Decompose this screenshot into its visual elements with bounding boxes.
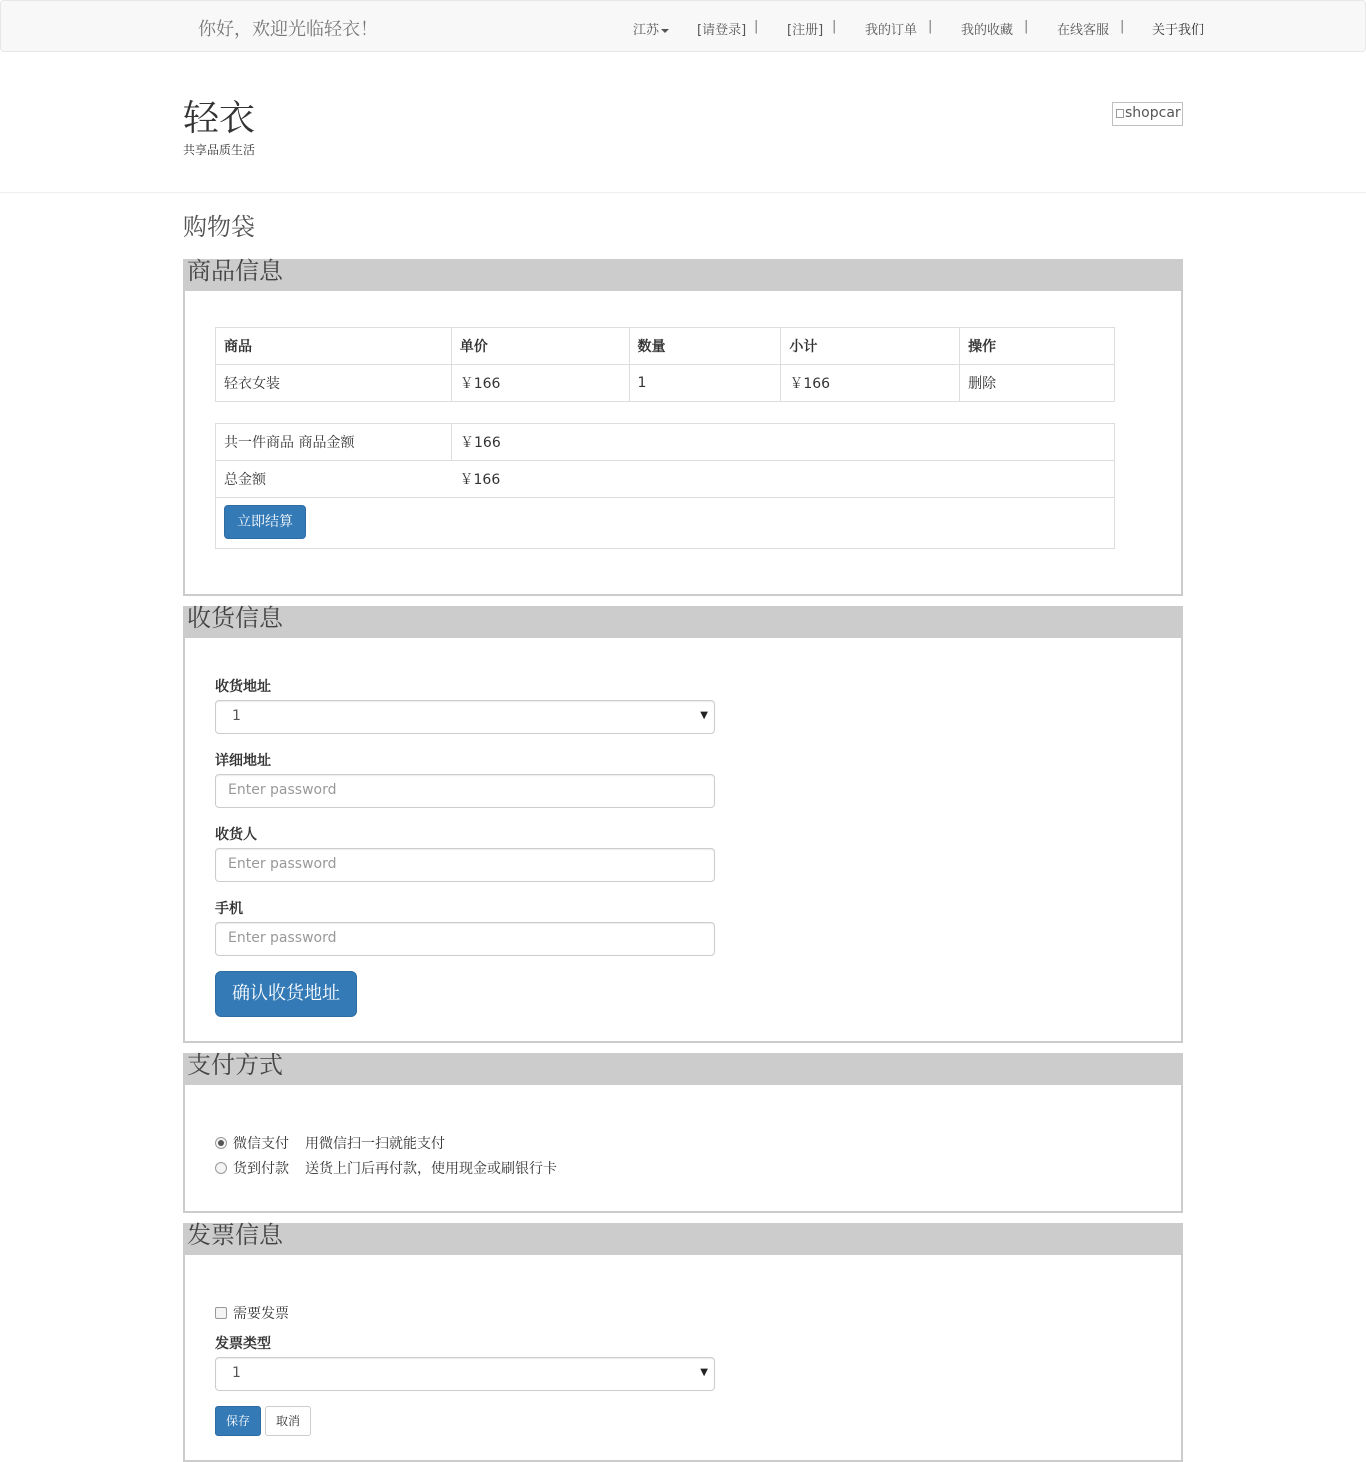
detail-address-input[interactable]: Enter password	[215, 774, 715, 808]
payment-option-label: 微信支付	[233, 1136, 289, 1152]
delete-action[interactable]: 删除	[960, 365, 1115, 402]
radio-unselected-icon[interactable]	[215, 1162, 227, 1174]
checkbox-icon[interactable]	[215, 1307, 227, 1319]
goods-panel-title: 商品信息	[185, 259, 1181, 291]
table-row	[216, 365, 1115, 402]
page-title: 购物袋	[183, 213, 255, 241]
column-header: 操作	[960, 328, 1115, 365]
nav-separator: |	[1120, 19, 1125, 34]
receiver-label: 收货人	[215, 827, 257, 843]
column-header: 小计	[781, 328, 960, 365]
invoice-type-value: 1	[232, 1365, 241, 1381]
cancel-button[interactable]: 取消	[265, 1406, 311, 1436]
confirm-address-button[interactable]: 确认收货地址	[215, 971, 357, 1017]
brand-slogan: 共享品质生活	[183, 143, 256, 157]
payment-panel-title: 支付方式	[185, 1053, 1181, 1085]
region-label: 江苏	[633, 23, 660, 38]
total-label: 总金额	[216, 461, 452, 498]
brand-title[interactable]: 轻衣	[183, 98, 256, 139]
my-favorites-link[interactable]: 我的收藏	[961, 23, 1014, 38]
shipping-panel-title: 收货信息	[185, 606, 1181, 638]
online-service-link[interactable]: 在线客服	[1057, 23, 1110, 38]
payment-option-wechat[interactable]	[215, 1133, 445, 1153]
region-dropdown[interactable]	[633, 19, 669, 38]
summary-row	[216, 424, 1115, 461]
goods-qty-cell: 1	[629, 365, 781, 402]
need-invoice-checkbox-row[interactable]	[215, 1303, 289, 1323]
receiver-input[interactable]: Enter password	[215, 848, 715, 882]
my-orders-link[interactable]: 我的订单	[865, 23, 918, 38]
column-header: 商品	[216, 328, 452, 365]
summary-row	[216, 498, 1115, 549]
login-link[interactable]: [请登录]	[697, 23, 747, 38]
checkout-button[interactable]: 立即结算	[224, 505, 306, 539]
goods-price-cell: ￥166	[451, 365, 629, 402]
goods-count-label: 共一件商品 商品金额	[216, 424, 452, 461]
payment-option-desc: 用微信扫一扫就能支付	[305, 1136, 445, 1152]
chevron-down-icon: ▼	[700, 710, 708, 721]
header-divider	[0, 192, 1366, 193]
payment-option-label: 货到付款	[233, 1161, 289, 1177]
goods-panel	[183, 259, 1183, 596]
chevron-down-icon: ▼	[700, 1367, 708, 1378]
about-us-link[interactable]: 关于我们	[1152, 23, 1205, 38]
invoice-type-label: 发票类型	[215, 1336, 271, 1352]
column-header: 单价	[451, 328, 629, 365]
radio-selected-icon[interactable]	[215, 1137, 227, 1149]
detail-address-label: 详细地址	[215, 753, 271, 769]
shopping-cart-image[interactable]	[1112, 102, 1183, 126]
payment-option-desc: 送货上门后再付款，使用现金或刷银行卡	[305, 1161, 557, 1177]
save-button[interactable]: 保存	[215, 1406, 261, 1436]
goods-amount-value: ￥166	[452, 424, 1115, 461]
nav-separator: |	[754, 19, 759, 34]
nav-separator: |	[928, 19, 933, 34]
top-navbar	[0, 0, 1366, 52]
register-link[interactable]: [注册]	[787, 23, 824, 38]
greeting-text: 你好，欢迎光临轻衣！	[198, 19, 378, 40]
checkout-cell	[216, 498, 1115, 549]
goods-subtotal-cell: ￥166	[781, 365, 960, 402]
address-select[interactable]	[215, 700, 715, 734]
summary-row	[216, 461, 1115, 498]
invoice-type-select[interactable]	[215, 1357, 715, 1391]
column-header: 数量	[629, 328, 781, 365]
chevron-down-icon	[661, 29, 669, 33]
nav-separator: |	[832, 19, 837, 34]
table-header-row	[216, 328, 1115, 365]
total-value: ￥166	[452, 461, 1115, 498]
address-label: 收货地址	[215, 679, 271, 695]
cart-alt-text: shopcar	[1125, 105, 1181, 121]
goods-name-cell: 轻衣女装	[216, 365, 452, 402]
goods-table	[215, 327, 1115, 402]
invoice-panel-title: 发票信息	[185, 1223, 1181, 1255]
payment-option-cod[interactable]	[215, 1158, 557, 1178]
invoice-panel	[183, 1223, 1183, 1462]
phone-input[interactable]: Enter password	[215, 922, 715, 956]
address-select-value: 1	[232, 708, 241, 724]
phone-label: 手机	[215, 901, 243, 917]
summary-table	[215, 423, 1115, 549]
shipping-panel	[183, 606, 1183, 1043]
payment-panel	[183, 1053, 1183, 1213]
need-invoice-label: 需要发票	[233, 1306, 289, 1322]
broken-image-icon	[1116, 109, 1124, 118]
nav-separator: |	[1024, 19, 1029, 34]
